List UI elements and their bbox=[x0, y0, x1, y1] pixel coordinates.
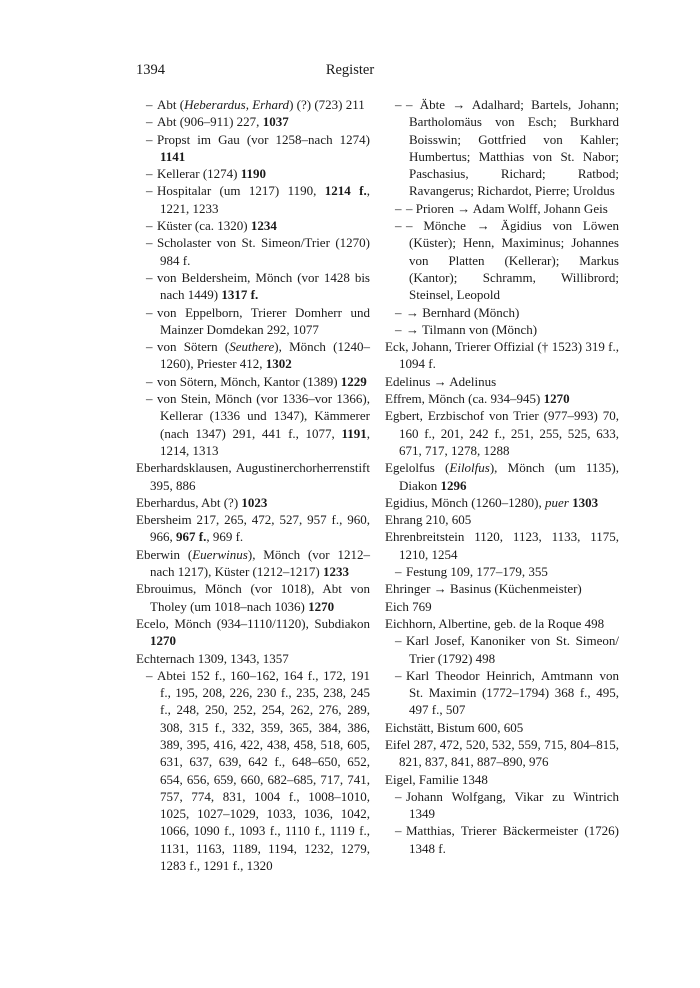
index-entry: – – Prioren → Adam Wolff, Johann Geis bbox=[395, 200, 608, 216]
index-column-left bbox=[136, 96, 370, 874]
index-entry: – von Sötern, Mönch, Kantor (1389) 1229 bbox=[146, 373, 367, 389]
running-head: Register bbox=[325, 62, 375, 78]
index-entry: Eck, Johann, Trierer Offizial († 1523) 319 f., 1094 f. bbox=[385, 339, 619, 372]
index-entry: Ehrenbreitstein 1120, 1123, 1133, 1175, 1210, 1254 bbox=[385, 529, 619, 562]
index-entry: – Kellerar (1274) 1190 bbox=[146, 166, 267, 182]
index-entry: – → Bernhard (Mönch) bbox=[395, 304, 520, 320]
index-entry: – Küster (ca. 1320) 1234 bbox=[146, 218, 277, 234]
page-number: 1394 bbox=[136, 62, 165, 78]
index-entry: Ecelo, Mönch (934–1110/1120), Subdiakon 1270 bbox=[136, 615, 370, 649]
index-entry: Eichstätt, Bistum 600, 605 bbox=[385, 719, 524, 735]
index-entry: – von Beldersheim, Mönch (vor 1428 bis nach 1449) 1317 f. bbox=[146, 269, 370, 303]
index-entry: – von Eppelborn, Trierer Domherr und Mainzer Domdekan 292, 1077 bbox=[146, 304, 370, 337]
index-entry: Eberwin (Euerwinus), Mönch (vor 1212–nach 1217), Küster (1212–1217) 1233 bbox=[136, 546, 370, 580]
index-entry: – Abtei 152 f., 160–162, 164 f., 172, 191 f., 195, 208, 226, 230 f., 235, 238, 245 f., 248, 250, 252, 254, 262, 276, 289, 308, 315 f., 332, 359, 365, 384, 386, 389, 395, 416, 422, 438, 458, 518, 605, 631, 637, 639, 642 f., 648–650, 652, 654, 656, 659, 660, 682–685, 717, 741, 757, 774, 831, 1004 f., 1008–1010, 1025, 1027–1029, 1033, 1036, 1042, 1066, 1090 f., 1093 f., 1110 f., 1119 f., 1131, 1163, 1189, 1194, 1232, 1279, 1283 f., 1291 f., 1320 bbox=[146, 667, 370, 874]
index-entry: – – Äbte → Adalhard; Bartels, Johann; Bartholomäus von Esch; Burkhard Boisswin; Gottfried von Kahler; Humbertus; Matthias von St. Nabor; Paschasius, Richard; Ratbod; Ravangerus; Richardot, Pierre; Uroldus bbox=[395, 97, 619, 199]
index-entry: – Festung 109, 177–179, 355 bbox=[395, 564, 548, 580]
index-entry: – Karl Josef, Kanoniker von St. Simeon/ Trier (1792) 498 bbox=[395, 633, 619, 666]
index-entry: Ebersheim 217, 265, 472, 527, 957 f., 960, 966, 967 f., 969 f. bbox=[136, 512, 370, 545]
index-entry: Ehringer → Basinus (Küchenmeister) bbox=[385, 581, 582, 597]
index-entry: Egbert, Erzbischof von Trier (977–993) 70, 160 f., 201, 242 f., 251, 255, 525, 633, 671, 717, 1278, 1288 bbox=[385, 408, 619, 458]
index-entry: Edelinus → Adelinus bbox=[385, 373, 497, 389]
index-entry: – Scholaster von St. Simeon/Trier (1270) 984 f. bbox=[146, 235, 370, 268]
index-entry: Egidius, Mönch (1260–1280), puer 1303 bbox=[385, 494, 599, 510]
index-entry: Effrem, Mönch (ca. 934–945) 1270 bbox=[385, 391, 570, 407]
index-entry: Eberhardsklausen, Augustinerchorherrenstift 395, 886 bbox=[136, 460, 370, 493]
index-entry: – von Sötern (Seuthere), Mönch (1240–1260), Priester 412, 1302 bbox=[146, 339, 370, 372]
index-entry: – Johann Wolfgang, Vikar zu Wintrich 1349 bbox=[395, 788, 619, 822]
index-entry: – von Stein, Mönch (vor 1336–vor 1366), Kellerar (1336 und 1347), Kämmerer (nach 1347) 291, 441 f., 1077, 1191, 1214, 1313 bbox=[146, 391, 370, 458]
index-entry: Egelolfus (Eilolfus), Mönch (um 1135), Diakon 1296 bbox=[385, 460, 619, 493]
index-entry: Eifel 287, 472, 520, 532, 559, 715, 804–815, 821, 837, 841, 887–890, 976 bbox=[385, 736, 619, 770]
index-entry: Ebrouimus, Mönch (vor 1018), Abt von Tholey (um 1018–nach 1036) 1270 bbox=[136, 581, 370, 614]
index-entry: Eigel, Familie 1348 bbox=[385, 771, 488, 787]
index-entry: – Karl Theodor Heinrich, Amtmann von St. Maximin (1772–1794) 368 f., 495, 497 f., 507 bbox=[395, 667, 619, 718]
index-entry: Ehrang 210, 605 bbox=[385, 512, 472, 528]
index-entry: – Abt (Heberardus, Erhard) (?) (723) 211 bbox=[146, 97, 365, 112]
index-entry: – Matthias, Trierer Bäckermeister (1726) 1348 f. bbox=[395, 823, 619, 856]
index-entry: – Propst im Gau (vor 1258–nach 1274) 1141 bbox=[146, 131, 370, 164]
index-entry: Echternach 1309, 1343, 1357 bbox=[136, 650, 289, 666]
index-entry: – Abt (906–911) 227, 1037 bbox=[146, 114, 289, 130]
index-entry: – → Tilmann von (Mönch) bbox=[395, 321, 538, 337]
index-entry: Eberhardus, Abt (?) 1023 bbox=[136, 494, 268, 510]
index-entry: Eich 769 bbox=[385, 598, 432, 614]
index-column-right bbox=[385, 96, 619, 857]
index-entry: – – Mönche → Ägidius von Löwen (Küster); Henn, Maximinus; Johannes von Platten (Kellerar); Markus (Kantor); Schramm, Willibrord; Steinsel, Leopold bbox=[395, 218, 619, 303]
index-entry: – Hospitalar (um 1217) 1190, 1214 f., 1221, 1233 bbox=[146, 183, 370, 216]
index-entry: Eichhorn, Albertine, geb. de la Roque 498 bbox=[385, 615, 605, 631]
